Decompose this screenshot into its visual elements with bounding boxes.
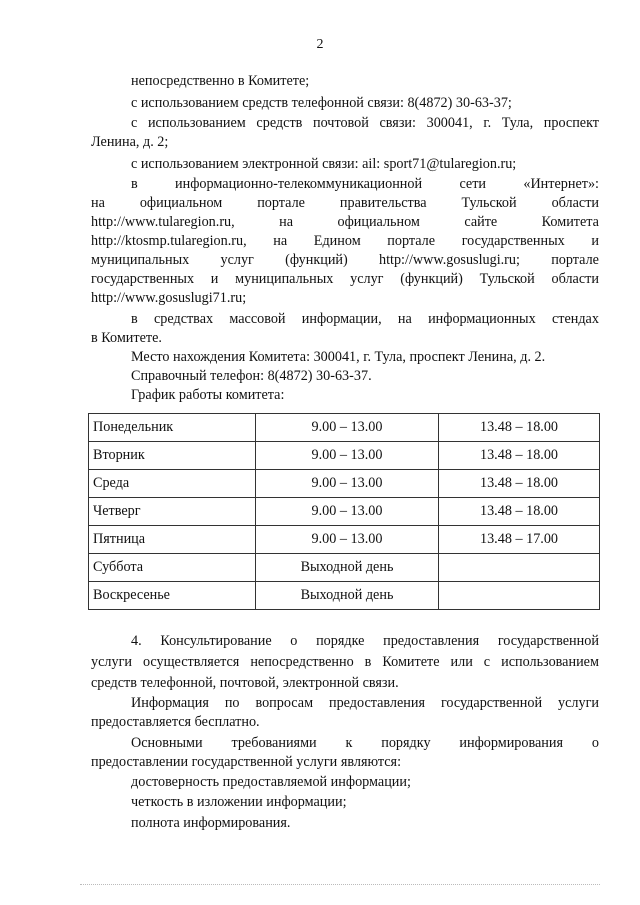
schedule-title: График работы комитета: (131, 387, 285, 403)
table-row (89, 442, 600, 470)
list-item: полнота информирования. (131, 815, 291, 831)
word: Тула, (501, 115, 534, 131)
word: средств (256, 115, 303, 131)
word: Едином (313, 233, 361, 249)
morning-cell: 9.00 – 13.00 (256, 442, 439, 470)
consult-line-1 (131, 632, 599, 650)
word: портале (551, 252, 599, 268)
table-row (89, 414, 600, 442)
word: государственной (497, 633, 599, 649)
word: муниципальных (235, 271, 334, 287)
word: порядку (381, 735, 431, 751)
text-line: с использованием средств телефонной связи: 8(4872) 30-63-37; (131, 95, 512, 111)
media-line (131, 310, 599, 328)
day-cell: Среда (89, 470, 256, 498)
word: области (551, 271, 599, 287)
afternoon-cell: 13.48 – 17.00 (439, 526, 600, 554)
internet-line-2 (91, 194, 599, 212)
word: в (131, 311, 138, 327)
table-row (89, 554, 600, 582)
email-line: с использованием электронной связи: ail: sport71@tularegion.ru; (131, 156, 517, 172)
word: http://ktosmp.tularegion.ru, (91, 233, 247, 249)
list-item: достоверность предоставляемой информации; (131, 774, 411, 790)
day-cell: Вторник (89, 442, 256, 470)
word: официальном (139, 195, 223, 211)
word: вопросам (255, 695, 314, 711)
afternoon-cell (439, 582, 600, 610)
internet-line-5 (91, 251, 599, 269)
word: связи: (379, 115, 416, 131)
word: на (279, 214, 294, 230)
word: использованием (501, 654, 599, 670)
day-cell: Пятница (89, 526, 256, 554)
text-line: http://www.gosuslugi71.ru; (91, 290, 247, 306)
word: проспект (543, 115, 599, 131)
word: 300041, (426, 115, 473, 131)
word: требованиями (231, 735, 317, 751)
word: портале (387, 233, 436, 249)
word: и (210, 271, 219, 287)
word: Информация (131, 695, 209, 711)
word: услуги (91, 654, 132, 670)
table-row (89, 498, 600, 526)
word: информирования (459, 735, 564, 751)
text-line: средств телефонной, почтовой, электронной связи. (91, 675, 399, 691)
word: области (551, 195, 599, 211)
text-line: Ленина, д. 2; (91, 134, 169, 150)
word: почтовой (312, 115, 369, 131)
table-row (89, 470, 600, 498)
word: осуществляется (142, 654, 240, 670)
afternoon-cell: 13.48 – 18.00 (439, 414, 600, 442)
afternoon-cell: 13.48 – 18.00 (439, 470, 600, 498)
word: и (591, 233, 599, 249)
word: правительства (339, 195, 427, 211)
word: предоставления (383, 633, 480, 649)
word: 4. (131, 633, 142, 649)
word: с (131, 115, 138, 131)
word: на (397, 311, 412, 327)
word: государственной (440, 695, 543, 711)
word: государственных (91, 271, 195, 287)
word: информационных (428, 311, 536, 327)
internet-line-6 (91, 270, 599, 288)
postal-line (131, 114, 599, 132)
word: государственных (461, 233, 565, 249)
word: массовой (229, 311, 286, 327)
word: официальном (337, 214, 420, 230)
page-number: 2 (316, 37, 324, 52)
word: услуг (350, 271, 384, 287)
word: Комитета (541, 214, 599, 230)
word: Тульской (479, 271, 535, 287)
table-row (89, 526, 600, 554)
word: о (591, 735, 599, 751)
word: (функций) (285, 252, 348, 268)
word: http://www.tularegion.ru, (91, 214, 235, 230)
word: на (91, 195, 105, 211)
word: муниципальных (91, 252, 190, 268)
word: о (290, 633, 298, 649)
word: портале (257, 195, 305, 211)
word: использованием (147, 115, 246, 131)
morning-cell: Выходной день (256, 582, 439, 610)
word: «Интернет»: (523, 176, 599, 192)
internet-line-1 (131, 175, 599, 193)
internet-line-4 (91, 232, 599, 250)
word: предоставления (328, 695, 426, 711)
requirements-line-1 (131, 734, 599, 752)
list-item: четкость в изложении информации; (131, 794, 347, 810)
afternoon-cell (439, 554, 600, 582)
word: Тульской (461, 195, 517, 211)
schedule-table (88, 413, 600, 610)
word: сайте (464, 214, 498, 230)
word: Основными (131, 735, 203, 751)
word: к (345, 735, 353, 751)
text-line: в Комитете. (91, 330, 162, 346)
word: сети (459, 176, 486, 192)
morning-cell: 9.00 – 13.00 (256, 470, 439, 498)
morning-cell: 9.00 – 13.00 (256, 526, 439, 554)
day-cell: Суббота (89, 554, 256, 582)
word: или (450, 654, 473, 670)
word: непосредственно (250, 654, 354, 670)
text-line: непосредственно в Комитете; (131, 73, 310, 89)
morning-cell: Выходной день (256, 554, 439, 582)
word: с (483, 654, 491, 670)
word: стендах (551, 311, 599, 327)
free-info-line-1 (131, 694, 599, 712)
word: в (131, 176, 138, 192)
table-row (89, 582, 600, 610)
word: средствах (153, 311, 214, 327)
word: порядке (316, 633, 365, 649)
phone-line: Справочный телефон: 8(4872) 30-63-37. (131, 368, 372, 384)
consult-line-2 (91, 653, 599, 671)
word: Консультирование (160, 633, 272, 649)
word: (функций) (400, 271, 463, 287)
word: услуг (220, 252, 254, 268)
word: услуги (558, 695, 599, 711)
day-cell: Воскресенье (89, 582, 256, 610)
location-line: Место нахождения Комитета: 300041, г. Тула, проспект Ленина, д. 2. (131, 349, 546, 365)
morning-cell: 9.00 – 13.00 (256, 414, 439, 442)
word: на (273, 233, 288, 249)
day-cell: Четверг (89, 498, 256, 526)
word: Комитете (382, 654, 440, 670)
afternoon-cell: 13.48 – 18.00 (439, 498, 600, 526)
internet-line-3 (91, 213, 599, 231)
text-line: предоставляется бесплатно. (91, 714, 260, 730)
afternoon-cell: 13.48 – 18.00 (439, 442, 600, 470)
word: в (364, 654, 372, 670)
word: информационно-телекоммуникационной (175, 176, 423, 192)
word: http://www.gosuslugi.ru; (378, 252, 520, 268)
scan-noise (80, 884, 600, 888)
word: г. (483, 115, 492, 131)
text-line: предоставлении государственной услуги являются: (91, 754, 402, 770)
word: по (224, 695, 240, 711)
day-cell: Понедельник (89, 414, 256, 442)
morning-cell: 9.00 – 13.00 (256, 498, 439, 526)
word: информации, (301, 311, 382, 327)
